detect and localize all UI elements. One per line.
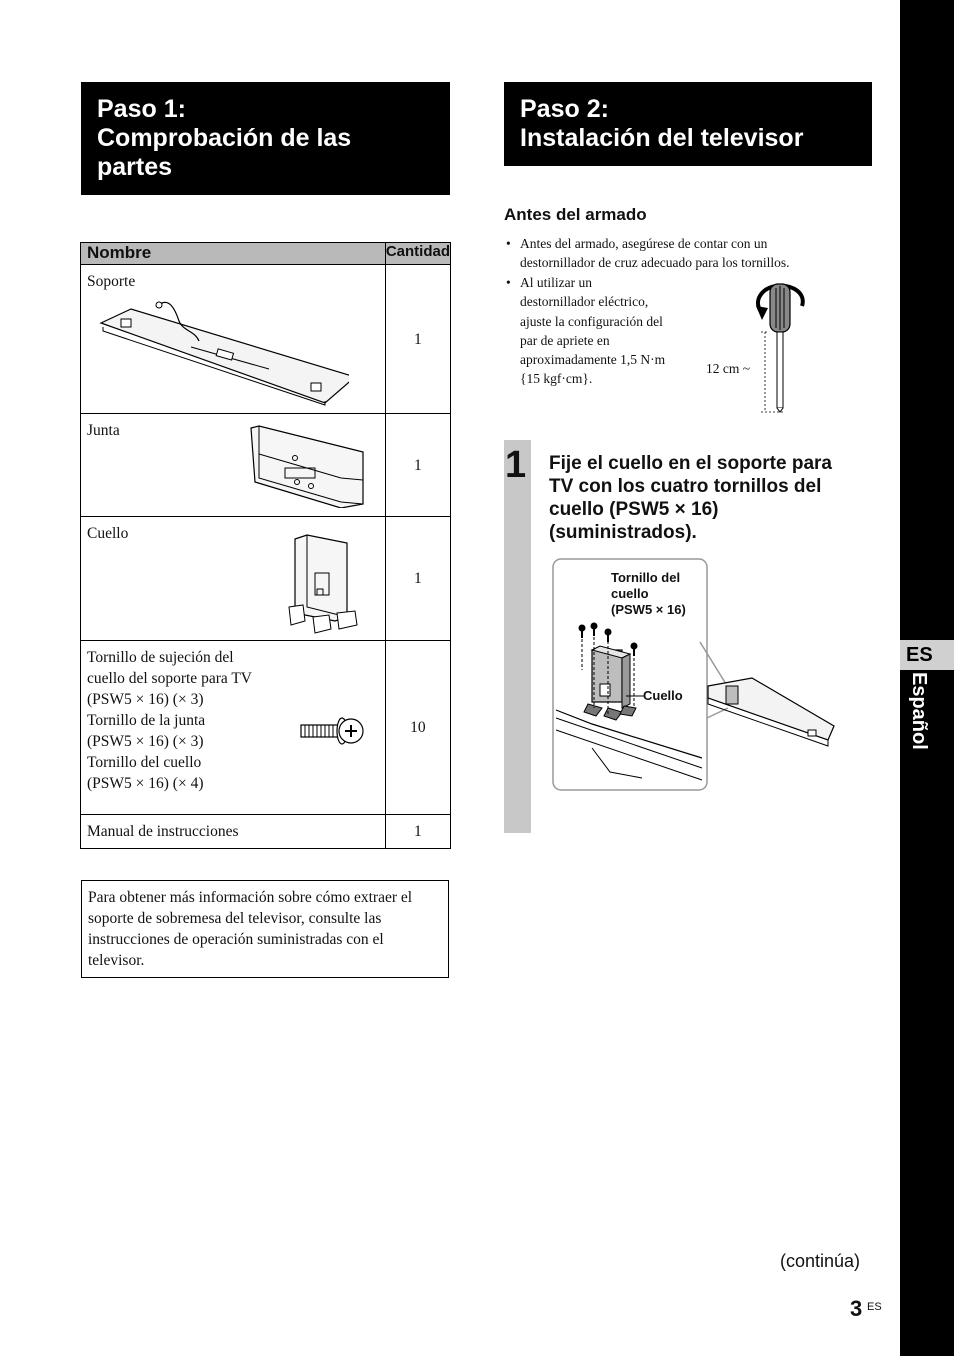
step2-heading-line1: Paso 2: (520, 95, 609, 123)
step-number: 1 (505, 444, 527, 486)
continue-label: (continúa) (780, 1251, 861, 1271)
part-name: Junta (87, 422, 120, 439)
neck-illustration (285, 533, 361, 635)
part-name: Cuello (87, 525, 129, 542)
part-name-cell (81, 517, 386, 641)
info-note: Para obtener más información sobre cómo extraer el soporte de sobremesa del televisor, consulte las instrucciones de operación suministradas con el televisor. (81, 880, 449, 978)
neck-callout: Cuello (643, 688, 683, 703)
page-number: 3 (850, 1296, 863, 1321)
screw-callout-line: (PSW5 × 16) (611, 602, 686, 617)
before-assembly-title: Antes del armado (504, 205, 647, 224)
step2-heading-line2: Instalación del televisor (520, 124, 804, 152)
bullet-line: par de apriete en (520, 332, 610, 348)
part-name-cell: Manual de instrucciones (81, 815, 386, 849)
screwdriver-length-label: 12 cm ~ (706, 361, 751, 376)
step1-heading-line3: partes (97, 153, 173, 181)
screwdriver-icon (750, 280, 810, 416)
part-qty-cell: 10 (385, 641, 450, 815)
step-bar (504, 440, 531, 833)
step-instruction-line: Fije el cuello en el soporte para (549, 453, 832, 474)
step1-heading (81, 82, 450, 195)
bullet-line: destornillador eléctrico, (520, 294, 649, 310)
language-label: Español (908, 672, 930, 750)
part-qty-cell: 1 (385, 265, 450, 414)
parts-table-header (81, 243, 451, 265)
language-code-box: ES (900, 640, 954, 670)
assembly-diagram (552, 558, 842, 794)
table-row (81, 414, 451, 517)
screw-callout-line: Tornillo del (611, 570, 681, 585)
step1-heading-line1: Paso 1: (97, 95, 186, 123)
part-name-line: (PSW5 × 16) (× 3) (87, 733, 204, 750)
part-name-line: (PSW5 × 16) (× 4) (87, 775, 204, 792)
step-instruction (549, 452, 879, 544)
bullet-line: aproximadamente 1,5 N·m (520, 352, 666, 368)
screw-callout-line: cuello (611, 586, 649, 601)
part-name-line: cuello del soporte para TV (87, 670, 252, 687)
stand-illustration (99, 301, 349, 411)
screw-callout (611, 570, 686, 618)
table-row (81, 265, 451, 414)
bullet-dot: • (506, 275, 511, 290)
step2-heading (504, 82, 872, 166)
table-row (81, 517, 451, 641)
column-header-qty: Cantidad (385, 243, 450, 265)
bullet-line: destornillador de cruz adecuado para los tornillos. (520, 255, 790, 271)
bullet-line: Antes del armado, asegúrese de contar con un (520, 236, 768, 251)
part-name-line: Tornillo del cuello (87, 754, 202, 771)
part-name-cell (81, 641, 386, 815)
bullet-line: ajuste la configuración del (520, 313, 663, 329)
joint-illustration (245, 424, 369, 508)
part-qty-cell: 1 (385, 517, 450, 641)
part-name-cell (81, 414, 386, 517)
bullet-item (506, 273, 700, 389)
part-name-line: Tornillo de la junta (87, 712, 206, 729)
page-suffix: ES (867, 1301, 882, 1313)
step-instruction-line: cuello (PSW5 × 16) (549, 499, 719, 520)
table-row (81, 641, 451, 815)
bullet-item (506, 234, 850, 273)
part-qty-cell: 1 (385, 815, 450, 849)
part-qty-cell: 1 (385, 414, 450, 517)
part-name: Soporte (87, 273, 136, 290)
part-name-line: Tornillo de sujeción del (87, 649, 234, 666)
part-name-line: (PSW5 × 16) (× 3) (87, 691, 204, 708)
bullet-dot: • (506, 236, 511, 251)
step-instruction-line: (suministrados). (549, 522, 697, 543)
step1-heading-line2: Comprobación de las (97, 124, 352, 152)
table-row (81, 815, 451, 849)
step-instruction-line: TV con los cuatro tornillos del (549, 476, 822, 497)
part-name-cell (81, 265, 386, 414)
parts-table (80, 242, 451, 849)
bullet-line: {15 kgf·cm}. (520, 371, 593, 387)
screw-illustration (299, 713, 365, 749)
column-header-name: Nombre (81, 243, 386, 265)
bullet-line: Al utilizar un (520, 275, 592, 290)
